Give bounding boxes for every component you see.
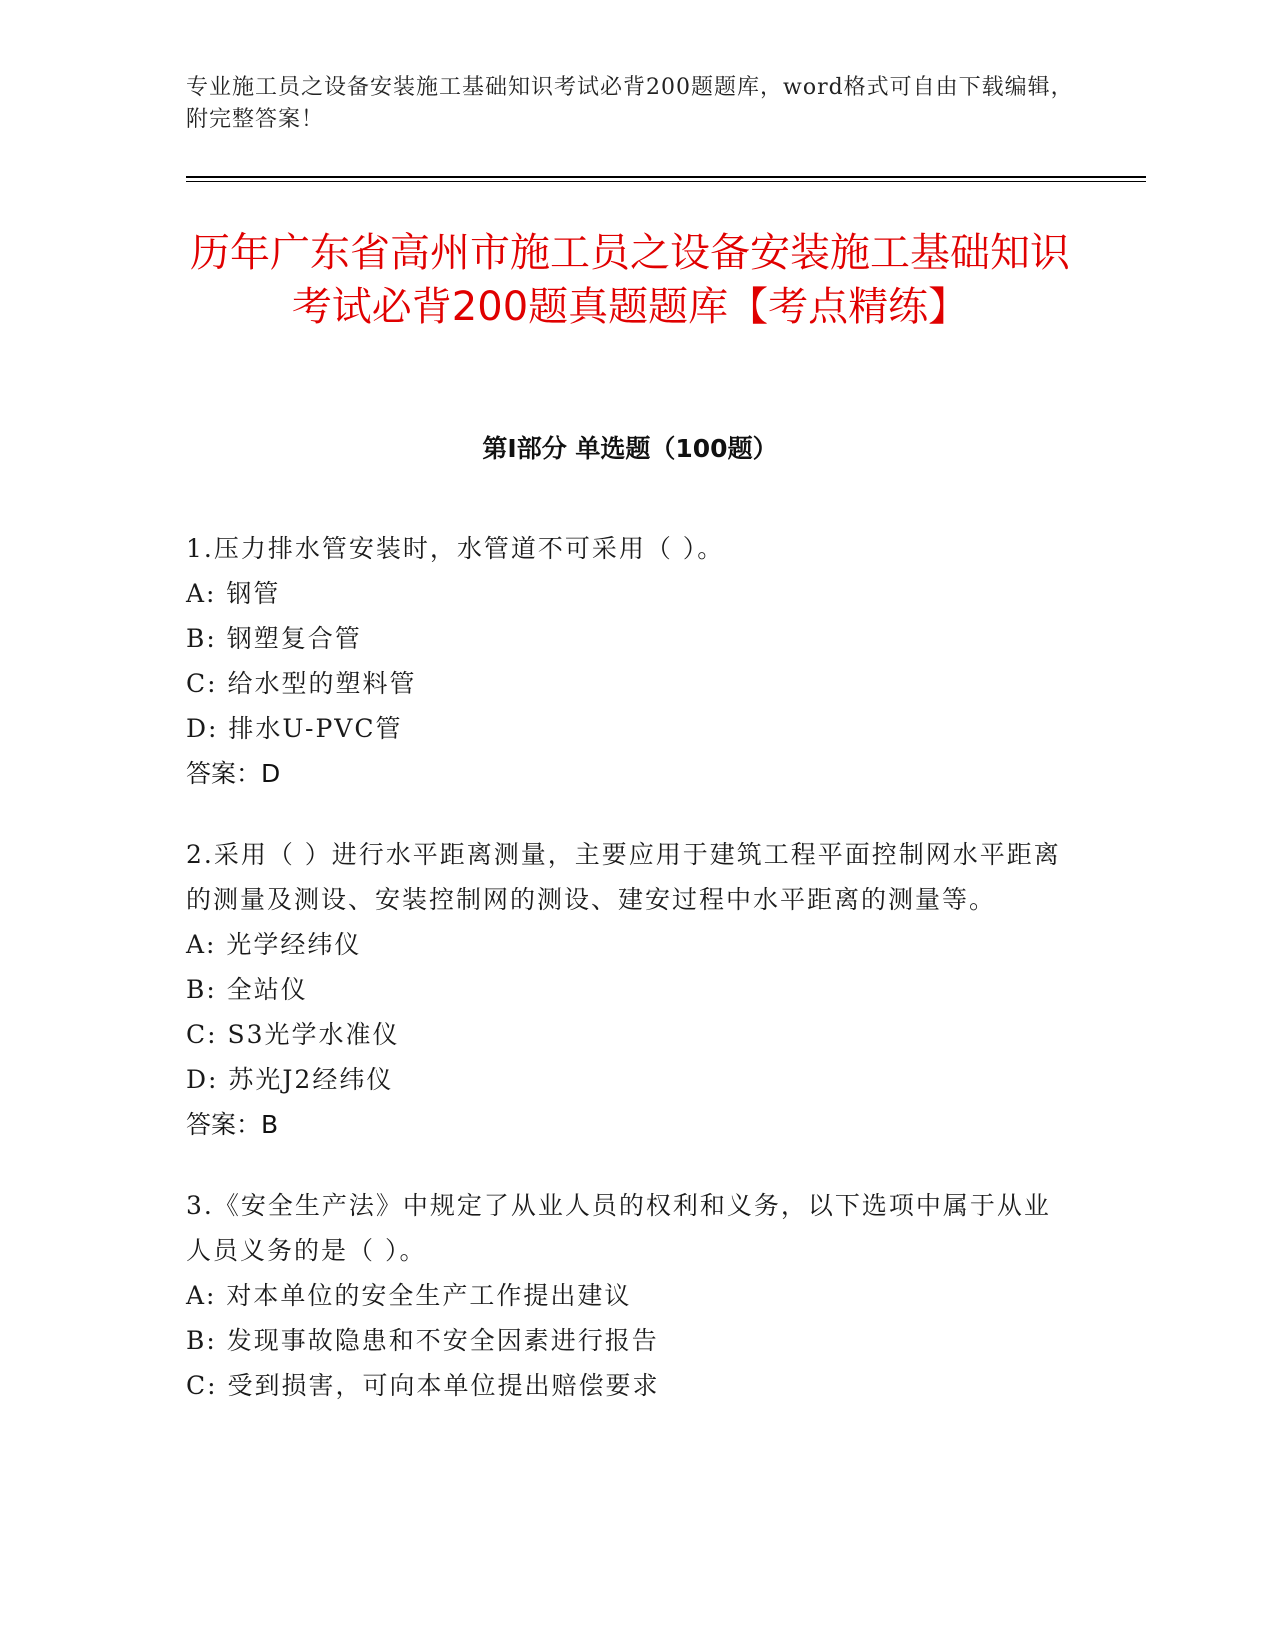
- header-note: 专业施工员之设备安装施工基础知识考试必背200题题库，word格式可自由下载编辑，附完整答案！: [186, 75, 1074, 132]
- option-c: C: 给水型的塑料管: [186, 669, 417, 698]
- option-d: D: 排水U-PVC管: [186, 714, 403, 743]
- option-a: A: 光学经纬仪: [186, 930, 362, 959]
- question-3: [186, 1183, 1076, 1408]
- option-b: B: 发现事故隐患和不安全因素进行报告: [186, 1326, 659, 1355]
- question-list: [186, 526, 1076, 1444]
- answer: 答案：D: [186, 759, 281, 788]
- question-stem: 1.压力排水管安装时，水管道不可采用（ ）。: [186, 534, 725, 563]
- question-1: [186, 526, 1076, 796]
- option-d: D: 苏光J2经纬仪: [186, 1065, 394, 1094]
- answer: 答案：B: [186, 1110, 279, 1139]
- header-divider-thin: [186, 181, 1146, 182]
- option-b: B: 全站仪: [186, 975, 308, 1004]
- section-title: 第I部分 单选题（100题）: [482, 434, 778, 463]
- question-2: [186, 832, 1076, 1147]
- option-a: A: 对本单位的安全生产工作提出建议: [186, 1281, 632, 1310]
- option-c: C: S3光学水准仪: [186, 1020, 400, 1049]
- option-a: A: 钢管: [186, 579, 281, 608]
- option-b: B: 钢塑复合管: [186, 624, 362, 653]
- question-stem: 3.《安全生产法》中规定了从业人员的权利和义务，以下选项中属于从业人员义务的是（ ）。: [186, 1191, 1051, 1265]
- question-stem: 2.采用（ ）进行水平距离测量，主要应用于建筑工程平面控制网水平距离的测量及测设、安装控制网的测设、建安过程中水平距离的测量等。: [186, 840, 1061, 914]
- document-title: 历年广东省高州市施工员之设备安装施工基础知识考试必背200题真题题库【考点精练】: [190, 230, 1070, 330]
- option-c: C: 受到损害，可向本单位提出赔偿要求: [186, 1371, 660, 1400]
- header-divider: [186, 176, 1146, 178]
